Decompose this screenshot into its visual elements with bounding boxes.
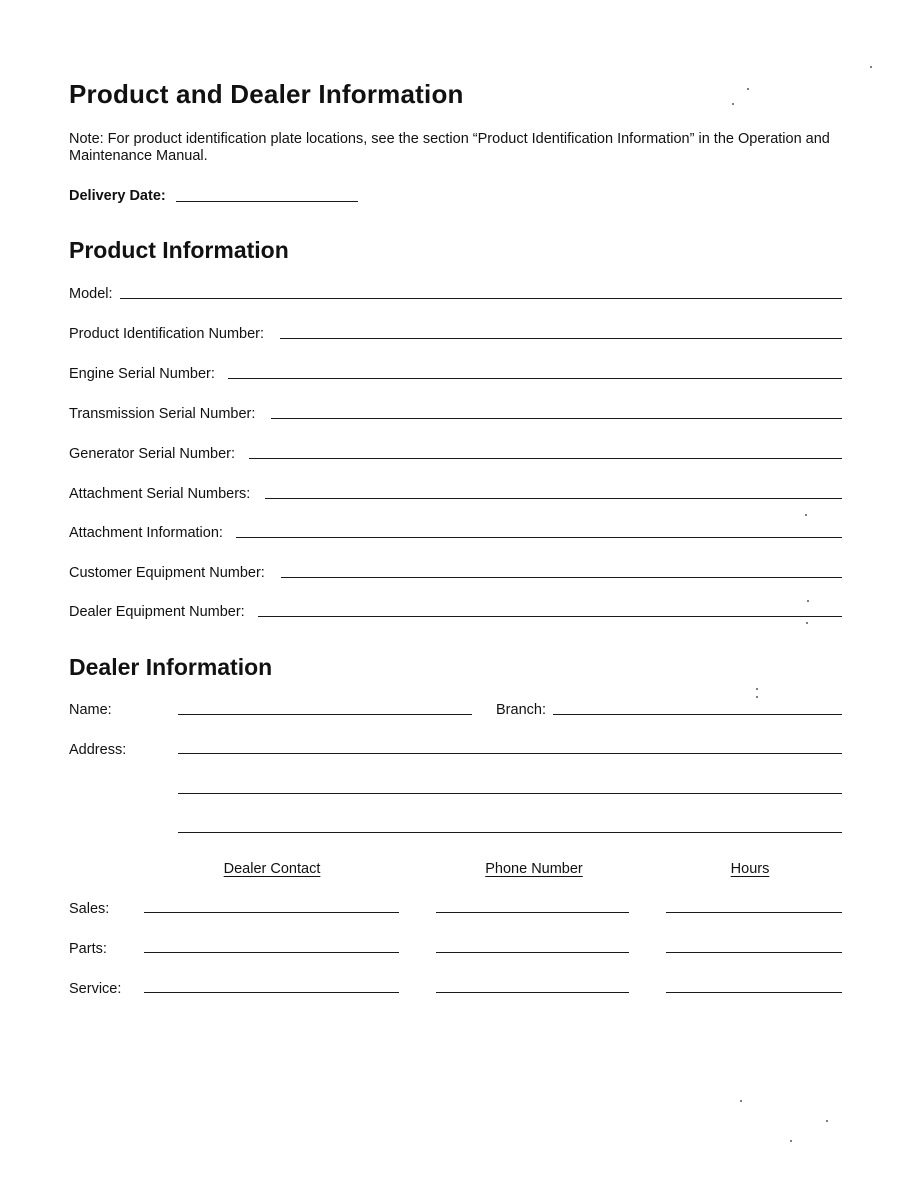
model-label: Model: bbox=[69, 286, 113, 302]
customer-equipment-number-label: Customer Equipment Number: bbox=[69, 565, 265, 581]
parts-contact-field[interactable] bbox=[144, 952, 399, 953]
address-line-3[interactable] bbox=[178, 832, 842, 833]
sales-contact-field[interactable] bbox=[144, 912, 399, 913]
dealer-name-label: Name: bbox=[69, 702, 112, 718]
service-phone-field[interactable] bbox=[436, 992, 629, 993]
hours-column-header: Hours bbox=[730, 861, 770, 877]
parts-hours-field[interactable] bbox=[666, 952, 842, 953]
branch-field[interactable] bbox=[553, 714, 842, 715]
dealer-contact-column-header: Dealer Contact bbox=[223, 861, 321, 877]
product-identification-number-label: Product Identification Number: bbox=[69, 326, 265, 342]
engine-serial-number-field[interactable] bbox=[228, 378, 842, 379]
address-label: Address: bbox=[69, 742, 127, 758]
engine-serial-number-label: Engine Serial Number: bbox=[69, 366, 215, 382]
dealer-name-field[interactable] bbox=[178, 714, 472, 715]
parts-label: Parts: bbox=[69, 941, 107, 957]
sales-hours-field[interactable] bbox=[666, 912, 842, 913]
model-field[interactable] bbox=[120, 298, 842, 299]
address-line-1[interactable] bbox=[178, 753, 842, 754]
parts-phone-field[interactable] bbox=[436, 952, 629, 953]
branch-label: Branch: bbox=[496, 702, 546, 718]
transmission-serial-number-label: Transmission Serial Number: bbox=[69, 406, 256, 422]
attachment-information-label: Attachment Information: bbox=[69, 525, 223, 541]
customer-equipment-number-field[interactable] bbox=[281, 577, 842, 578]
sales-label: Sales: bbox=[69, 901, 110, 917]
delivery-date-field[interactable] bbox=[176, 201, 358, 202]
attachment-serial-numbers-field[interactable] bbox=[265, 498, 842, 499]
attachment-serial-numbers-label: Attachment Serial Numbers: bbox=[69, 486, 251, 502]
identification-note: Note: For product identification plate locations, see the section “Product Identification Information” in the Operation and Maintenance Manual. bbox=[69, 131, 830, 164]
generator-serial-number-field[interactable] bbox=[249, 458, 842, 459]
address-line-2[interactable] bbox=[178, 793, 842, 794]
page-title: Product and Dealer Information bbox=[69, 79, 464, 109]
dealer-equipment-number-label: Dealer Equipment Number: bbox=[69, 604, 245, 620]
sales-phone-field[interactable] bbox=[436, 912, 629, 913]
product-information-heading: Product Information bbox=[69, 237, 289, 263]
service-label: Service: bbox=[69, 981, 122, 997]
service-contact-field[interactable] bbox=[144, 992, 399, 993]
dealer-information-heading: Dealer Information bbox=[69, 654, 273, 680]
transmission-serial-number-field[interactable] bbox=[271, 418, 842, 419]
delivery-date-label: Delivery Date: bbox=[69, 188, 166, 204]
service-hours-field[interactable] bbox=[666, 992, 842, 993]
attachment-information-field[interactable] bbox=[236, 537, 842, 538]
product-identification-number-field[interactable] bbox=[280, 338, 842, 339]
phone-number-column-header: Phone Number bbox=[485, 861, 583, 877]
generator-serial-number-label: Generator Serial Number: bbox=[69, 446, 236, 462]
dealer-equipment-number-field[interactable] bbox=[258, 616, 842, 617]
